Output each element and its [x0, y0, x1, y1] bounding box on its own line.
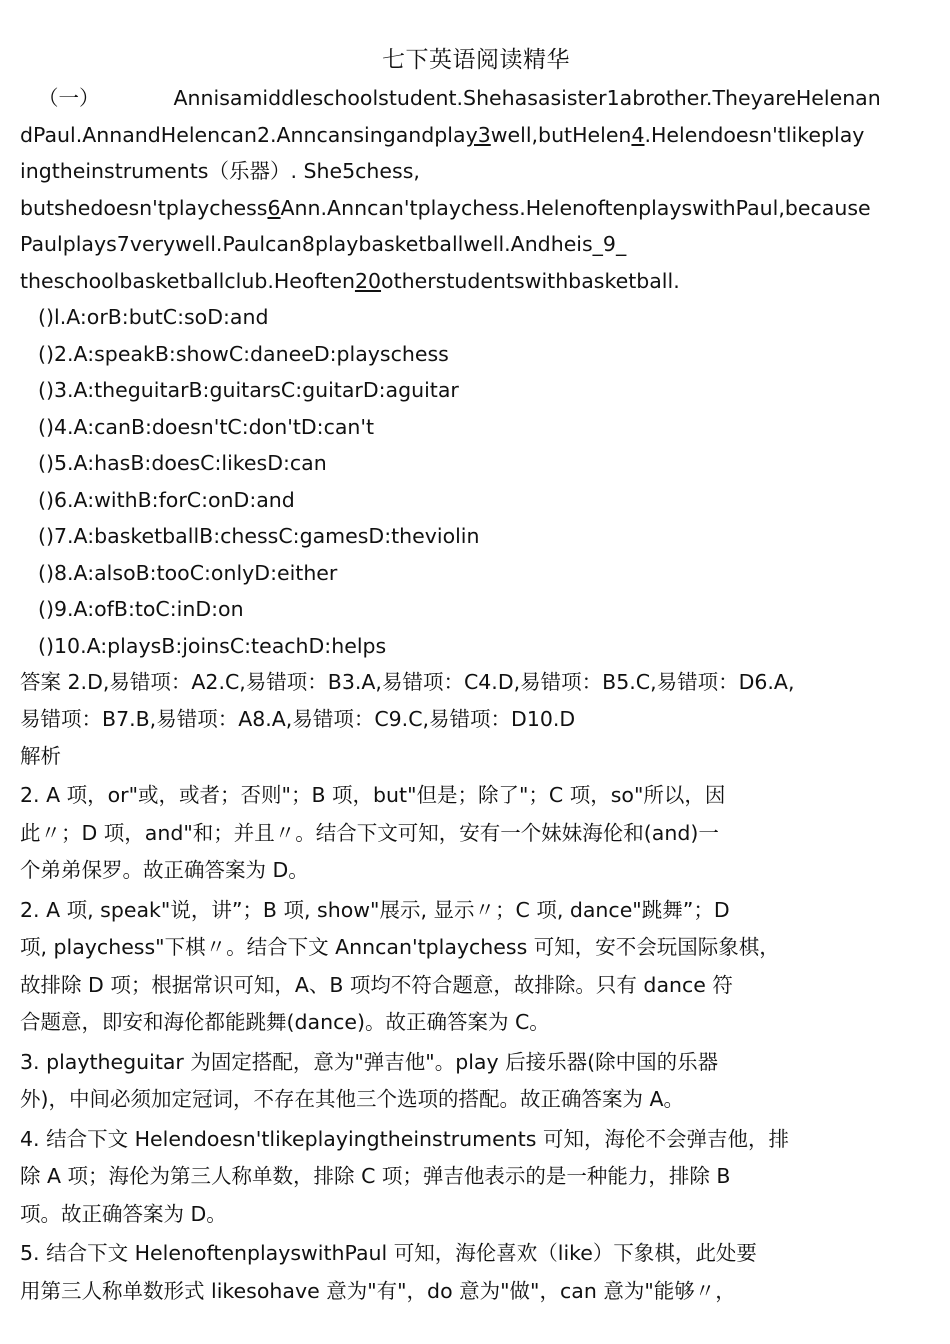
question-option: ()2.A:speakB:showC:daneeD:playschess [38, 341, 449, 366]
explanation-line: 合题意，即安和海伦都能跳舞(dance)。故正确答案为 C。 [20, 1010, 550, 1034]
explanation-block [20, 1121, 932, 1234]
answer-line: 易错项：B7.B,易错项：A8.A,易错项：C9.C,易错项：D10.D [20, 707, 576, 731]
explanation-line: 5. 结合下文 HelenoftenplayswithPaul 可知，海伦喜欢（like）下象棋，此处要 [20, 1241, 757, 1265]
explanation-line: 除 A 项；海伦为第三人称单数，排除 C 项；弹吉他表示的是一种能力，排除 B [20, 1164, 731, 1188]
explanation-line: 项。故正确答案为 D。 [20, 1201, 227, 1226]
answer-line: 答案 2.D,易错项：A2.C,易错项：B3.A,易错项：C4.D,易错项：B5.C,易错项：D6.A, [20, 670, 795, 694]
document-title: 七下英语阅读精华 [382, 47, 570, 73]
question-option: ()6.A:withB:forC:onD:and [38, 487, 295, 512]
question-option: ()l.A:orB:butC:soD:and [38, 305, 269, 329]
explanation-line: 4. 结合下文 Helendoesn'tlikeplayingtheinstruments 可知，海伦不会弹吉他，排 [20, 1126, 789, 1151]
explanation-line: 项, playchess"下棋〃。结合下文 Anncan'tplaychess 可知，安不会玩国际象棋， [20, 935, 780, 959]
blank-number: 20 [354, 268, 382, 293]
explanation-line: 此〃；D 项，and"和；并且〃。结合下文可知，安有一个妹妹海伦和(and)一 [20, 820, 719, 845]
question-option: ()4.A:canB:doesn'tC:don'tD:can't [38, 414, 375, 439]
blank-number: 4 [631, 122, 645, 147]
reading-passage [20, 80, 932, 299]
explanation-line: 故排除 D 项；根据常识可知，A、B 项均不符合题意，故排除。只有 dance 符 [20, 972, 733, 997]
answer-key [20, 664, 932, 738]
question-option: ()8.A:alsoB:tooC:onlyD:either [38, 560, 338, 585]
section-label: （一） [38, 86, 100, 110]
explanation-block [20, 1235, 932, 1310]
question-option: ()3.A:theguitarB:guitarsC:guitarD:aguitar [38, 378, 459, 402]
explanation-block [20, 1044, 932, 1119]
passage-line: ingtheinstruments（乐器）. She5chess, [20, 159, 420, 183]
explanation-line: 2. A 项, speak"说，讲”；B 项, show"展示, 显示〃；C 项, dance"跳舞”；D [20, 897, 730, 922]
passage-line: dPaul.AnnandHelencan2.Anncansingandplay3well,butHelen4.Helendoesn'tlikeplay [20, 122, 865, 147]
question-option: ()5.A:hasB:doesC:likesD:can [38, 451, 327, 475]
blank-number: y3 [465, 122, 491, 147]
question-options [20, 299, 932, 664]
explanation-line: 3. playtheguitar 为固定搭配，意为"弹吉他"。play 后接乐器(除中国的乐器 [20, 1049, 719, 1074]
explanation-line: 2. A 项，or"或，或者；否则"；B 项，but"但是；除了"；C 项，so"所以，因 [20, 783, 726, 807]
passage-line: theschoolbasketballclub.Heoften20otherstudentswithbasketball. [20, 268, 680, 293]
explanations [20, 777, 932, 1310]
explanation-block [20, 777, 932, 890]
explanation-line: 外)，中间必须加定冠词，不存在其他三个选项的搭配。故正确答案为 A。 [20, 1087, 685, 1111]
passage-line: butshedoesn'tplaychess6Ann.Anncan'tplaychess.HelenoftenplayswithPaul,because [20, 195, 871, 220]
question-option: ()10.A:playsB:joinsC:teachD:helps [38, 633, 387, 658]
analysis-heading: 解析 [20, 744, 61, 768]
document-page [20, 40, 932, 1310]
blank-number: 6 [267, 195, 281, 220]
explanation-line: 用第三人称单数形式 likesohave 意为"有"，do 意为"做"，can 意为"能够〃， [20, 1278, 736, 1303]
question-option: ()9.A:ofB:toC:inD:on [38, 597, 244, 621]
passage-line: （一） Annisamiddleschoolstudent.Shehasasister1abrother.TheyareHelenan [38, 86, 881, 110]
passage-line: Paulplays7verywell.Paulcan8playbasketballwell.Andheis_9_ [20, 232, 627, 256]
question-option: ()7.A:basketballB:chessC:gamesD:theviolin [38, 524, 480, 548]
explanation-line: 个弟弟保罗。故正确答案为 D。 [20, 858, 309, 882]
explanation-block [20, 892, 932, 1042]
